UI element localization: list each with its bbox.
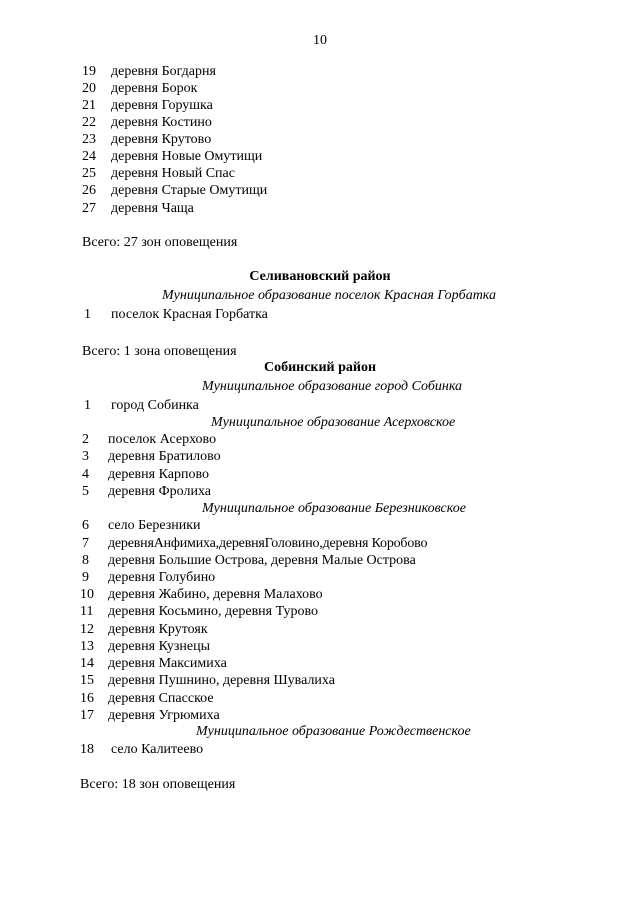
district-heading: Селивановский район xyxy=(249,269,391,284)
row-text: деревня Борок xyxy=(111,81,198,96)
municipality-heading: Муниципальное образование Рождественское xyxy=(196,724,471,739)
total-zones: Всего: 18 зон оповещения xyxy=(80,777,236,792)
row-number: 19 xyxy=(82,64,96,79)
row-number: 13 xyxy=(80,639,94,654)
row-number: 25 xyxy=(82,166,96,181)
row-number: 17 xyxy=(80,708,94,723)
page-number: 10 xyxy=(313,33,327,48)
row-text: деревня Новые Омутищи xyxy=(111,149,263,164)
row-text: деревня Максимиха xyxy=(108,656,227,671)
row-text: поселок Красная Горбатка xyxy=(111,307,268,322)
municipality-heading: Муниципальное образование Березниковское xyxy=(202,501,466,516)
district-heading: Собинский район xyxy=(263,360,377,375)
row-number: 10 xyxy=(80,587,94,602)
row-number: 1 xyxy=(84,398,91,413)
row-number: 16 xyxy=(80,691,94,706)
row-number: 14 xyxy=(80,656,94,671)
row-text: город Собинка xyxy=(111,398,199,413)
row-text: деревня Горушка xyxy=(111,98,213,113)
row-number: 1 xyxy=(84,307,91,322)
row-number: 3 xyxy=(82,449,89,464)
row-number: 23 xyxy=(82,132,96,147)
municipality-heading: Муниципальное образование город Собинка xyxy=(202,379,463,394)
row-text: деревня Крутово xyxy=(111,132,212,147)
row-text: село Калитеево xyxy=(111,742,204,757)
row-text: деревня Крутояк xyxy=(108,622,208,637)
row-number: 12 xyxy=(80,622,94,637)
row-number: 21 xyxy=(82,98,96,113)
row-text: деревня Угрюмиха xyxy=(108,708,220,723)
row-number: 9 xyxy=(82,570,89,585)
row-text: село Березники xyxy=(108,518,201,533)
row-number: 2 xyxy=(82,432,89,447)
municipality-heading: Муниципальное образование поселок Красная Горбатка xyxy=(162,288,497,303)
row-text: деревня Старые Омутищи xyxy=(111,183,268,198)
row-number: 15 xyxy=(80,673,94,688)
row-text: деревня Спасское xyxy=(108,691,214,706)
row-number: 5 xyxy=(82,484,89,499)
row-text: деревня Фролиха xyxy=(108,484,211,499)
total-zones: Всего: 1 зона оповещения xyxy=(82,344,237,359)
row-number: 4 xyxy=(82,467,89,482)
row-number: 11 xyxy=(80,604,94,619)
row-number: 22 xyxy=(82,115,96,130)
row-number: 20 xyxy=(82,81,96,96)
row-number: 26 xyxy=(82,183,96,198)
row-text: деревня Карпово xyxy=(108,467,209,482)
row-text: деревняАнфимиха,деревняГоловино,деревня Коробово xyxy=(108,536,428,551)
row-text: деревня Чаща xyxy=(111,201,194,216)
row-number: 6 xyxy=(82,518,89,533)
row-number: 27 xyxy=(82,201,96,216)
row-text: деревня Голубино xyxy=(108,570,216,585)
row-text: деревня Новый Спас xyxy=(111,166,235,181)
row-text: поселок Асерхово xyxy=(108,432,217,447)
row-text: деревня Жабино, деревня Малахово xyxy=(108,587,323,602)
row-text: деревня Косьмино, деревня Турово xyxy=(108,604,318,619)
row-text: деревня Костино xyxy=(111,115,212,130)
row-number: 7 xyxy=(82,536,89,551)
row-text: деревня Богдарня xyxy=(111,64,216,79)
row-text: деревня Большие Острова, деревня Малые Острова xyxy=(108,553,416,568)
municipality-heading: Муниципальное образование Асерховское xyxy=(211,415,456,430)
row-text: деревня Кузнецы xyxy=(108,639,211,654)
row-number: 8 xyxy=(82,553,89,568)
row-text: деревня Братилово xyxy=(108,449,221,464)
total-zones: Всего: 27 зон оповещения xyxy=(82,235,238,250)
row-number: 24 xyxy=(82,149,96,164)
row-number: 18 xyxy=(80,742,94,757)
row-text: деревня Пушнино, деревня Шувалиха xyxy=(108,673,335,688)
